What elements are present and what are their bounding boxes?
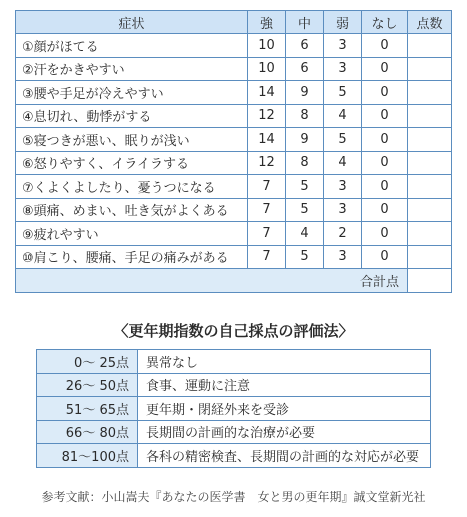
medium-value: 5 [286,175,324,199]
table-row [37,397,431,421]
symptom-name: ⑤寝つきが悪い、眠りが浅い [16,128,248,152]
strong-value: 14 [248,128,286,152]
evaluation-text: 食事、運動に注意 [138,373,431,397]
evaluation-table [36,349,431,468]
strong-value: 12 [248,151,286,175]
evaluation-text: 更年期・閉経外来を受診 [138,397,431,421]
weak-value: 3 [324,57,362,81]
none-value: 0 [362,198,408,222]
table-row [16,175,452,199]
strong-value: 7 [248,222,286,246]
score-cell[interactable] [408,34,452,58]
strong-value: 12 [248,104,286,128]
none-value: 0 [362,151,408,175]
medium-value: 9 [286,128,324,152]
table-row [16,198,452,222]
total-row [16,269,452,293]
table-row [16,128,452,152]
none-value: 0 [362,57,408,81]
medium-value: 4 [286,222,324,246]
table-row [16,104,452,128]
medium-value: 5 [286,245,324,269]
weak-value: 4 [324,104,362,128]
score-cell[interactable] [408,151,452,175]
score-cell[interactable] [408,245,452,269]
none-value: 0 [362,222,408,246]
none-value: 0 [362,128,408,152]
symptom-name: ①顔がほてる [16,34,248,58]
strong-value: 14 [248,81,286,105]
none-value: 0 [362,104,408,128]
header-weak: 弱 [324,11,362,34]
symptom-score-table [15,10,452,293]
medium-value: 8 [286,104,324,128]
strong-value: 10 [248,34,286,58]
symptom-table-header [16,11,452,34]
symptom-name: ⑥怒りやすく、イライラする [16,151,248,175]
medium-value: 8 [286,151,324,175]
weak-value: 2 [324,222,362,246]
symptom-name: ③腰や手足が冷えやすい [16,81,248,105]
medium-value: 5 [286,198,324,222]
strong-value: 7 [248,175,286,199]
weak-value: 3 [324,34,362,58]
table-row [16,57,452,81]
weak-value: 5 [324,81,362,105]
score-cell[interactable] [408,222,452,246]
table-row [16,81,452,105]
table-row [37,350,431,374]
score-cell[interactable] [408,104,452,128]
none-value: 0 [362,245,408,269]
score-range: 0〜 25点 [37,350,138,374]
table-row [16,245,452,269]
score-cell[interactable] [408,128,452,152]
weak-value: 3 [324,175,362,199]
weak-value: 3 [324,198,362,222]
table-row [37,373,431,397]
score-cell[interactable] [408,198,452,222]
medium-value: 6 [286,57,324,81]
total-label: 合計点 [16,269,408,293]
score-range: 51〜 65点 [37,397,138,421]
none-value: 0 [362,81,408,105]
total-score-cell[interactable] [408,269,452,293]
score-range: 66〜 80点 [37,420,138,444]
evaluation-title: 〈更年期指数の自己採点の評価法〉 [113,322,354,340]
symptom-name: ⑧頭痛、めまい、吐き気がよくある [16,198,248,222]
medium-value: 6 [286,34,324,58]
table-row [16,34,452,58]
none-value: 0 [362,34,408,58]
reference-citation: 参考文献：小山嵩夫『あなたの医学書 女と男の更年期』誠文堂新光社 [41,490,426,504]
weak-value: 4 [324,151,362,175]
weak-value: 5 [324,128,362,152]
table-row [16,151,452,175]
header-none: なし [362,11,408,34]
score-cell[interactable] [408,81,452,105]
header-medium: 中 [286,11,324,34]
symptom-name: ②汗をかきやすい [16,57,248,81]
header-symptom: 症状 [16,11,248,34]
header-strong: 強 [248,11,286,34]
strong-value: 7 [248,245,286,269]
medium-value: 9 [286,81,324,105]
evaluation-text: 異常なし [138,350,431,374]
evaluation-text: 長期間の計画的な治療が必要 [138,420,431,444]
score-range: 81〜100点 [37,444,138,468]
table-row [16,222,452,246]
symptom-name: ⑦くよくよしたり、憂うつになる [16,175,248,199]
score-range: 26〜 50点 [37,373,138,397]
score-cell[interactable] [408,175,452,199]
evaluation-text: 各科の精密検査、長期間の計画的な対応が必要 [138,444,431,468]
weak-value: 3 [324,245,362,269]
strong-value: 10 [248,57,286,81]
table-row [37,420,431,444]
none-value: 0 [362,175,408,199]
symptom-name: ⑨疲れやすい [16,222,248,246]
symptom-name: ⑩肩こり、腰痛、手足の痛みがある [16,245,248,269]
table-row [37,444,431,468]
header-score: 点数 [408,11,452,34]
score-cell[interactable] [408,57,452,81]
symptom-name: ④息切れ、動悸がする [16,104,248,128]
strong-value: 7 [248,198,286,222]
